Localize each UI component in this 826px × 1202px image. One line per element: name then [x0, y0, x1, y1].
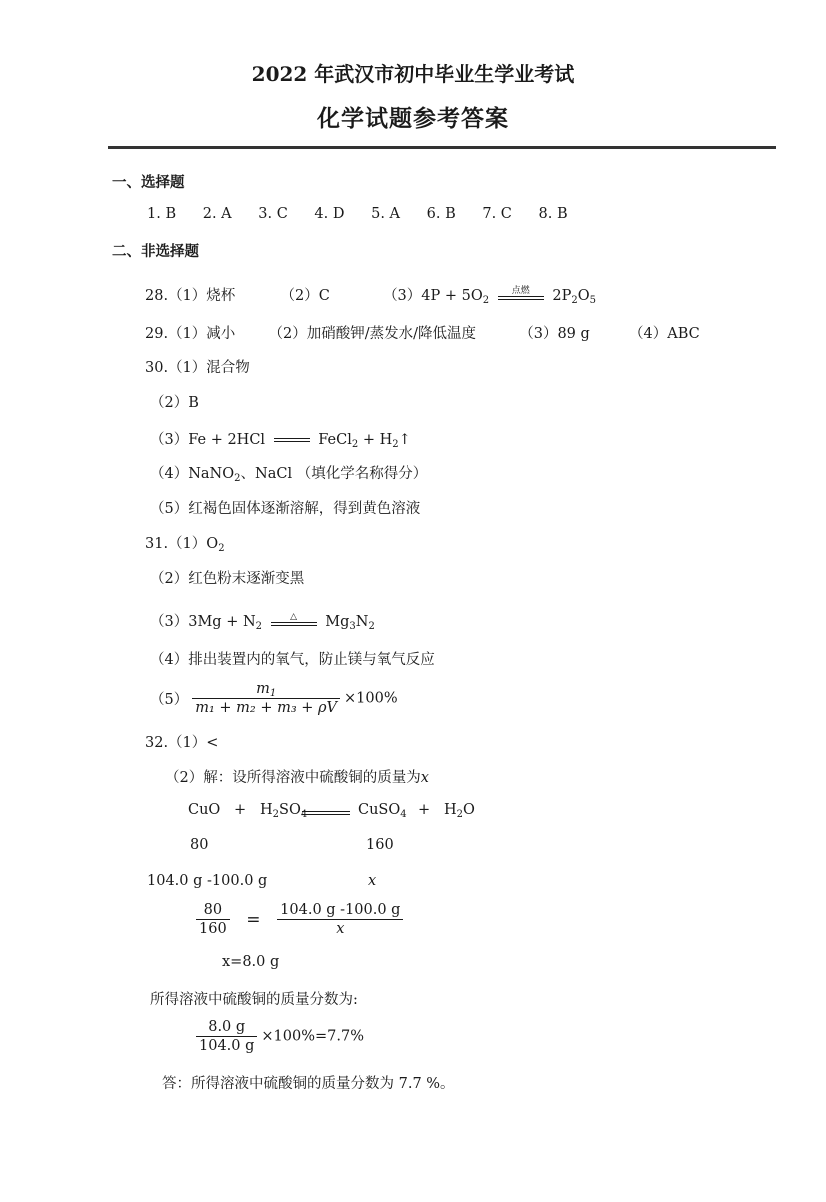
q29-part1: 29.（1）减小 [145, 326, 236, 342]
ratio-left: $\frac{80}{160}$ [196, 902, 230, 937]
q30-part5: （5）红褐色固体逐渐溶解，得到黄色溶液 [150, 501, 421, 517]
q32-proportion: $\frac{80}{160}$ = $\frac{104.0 g -100.0 g}{x}$ [192, 902, 407, 937]
exam-title: 2022 年武汉市初中毕业生学业考试 [251, 62, 575, 86]
q32-equation-h2so4: $H_2SO_4$ [260, 802, 308, 820]
q29-part2: （2）加硝酸钾/蒸发水/降低温度 [268, 326, 477, 342]
equals-sign [274, 438, 310, 442]
reaction-condition-arrow: 点燃 [498, 286, 544, 300]
heat-condition-arrow: △ [271, 612, 317, 626]
gas-arrow-icon: ↑ [398, 432, 411, 448]
choice-answer: 7. C [482, 206, 512, 222]
q28-part1: （1）烧杯 [168, 288, 236, 304]
ratio-right: $\frac{104.0 g -100.0 g}{x}$ [277, 902, 403, 937]
choice-answer: 4. D [314, 206, 345, 222]
q32-molar-mass-cuo: 80 [190, 837, 209, 853]
q32-mass-cuo: 104.0 g -100.0 g [147, 873, 268, 889]
q32-fraction-calc: $\frac{8.0 g}{104.0 g}$ ×100%=7.7% [196, 1019, 364, 1054]
choice-answer: 6. B [426, 206, 456, 222]
q32-equation-h2o: $H_2O$ [444, 802, 475, 820]
q30-part1: 30.（1）混合物 [145, 360, 250, 376]
choice-answer: 5. A [371, 206, 401, 222]
q30-part2: （2）B [150, 395, 199, 411]
choice-answer: 8. B [538, 206, 568, 222]
mass-fraction: $\frac{8.0 g}{104.0 g}$ [196, 1019, 257, 1054]
q31-part1: $31.(1)O_2$ [145, 536, 225, 554]
q29-part4: （4）ABC [629, 326, 700, 342]
q32-result: x=8.0 g [222, 954, 280, 970]
choice-answer: 2. A [202, 206, 232, 222]
section-heading-choice: 一、选择题 [112, 174, 185, 191]
q32-equation-cuo: CuO [188, 802, 221, 818]
q29-line [145, 322, 700, 343]
q32-fraction-label: 所得溶液中硫酸铜的质量分数为: [150, 992, 358, 1008]
q32-final-answer: 答：所得溶液中硫酸铜的质量分数为 7.7 %。 [162, 1076, 455, 1092]
q32-mass-cuso4: x [368, 873, 377, 889]
q30-part4: （4）NaNO$_2$、NaCl （填化学名称得分） [150, 466, 428, 484]
section-heading-nonchoice: 二、非选择题 [112, 243, 199, 260]
q32-equation-cuso4: CuSO$_4$ [358, 802, 407, 820]
q31-part4: （4）排出装置内的氧气，防止镁与氧气反应 [150, 652, 435, 668]
q28-line [145, 284, 596, 305]
title-divider [108, 146, 776, 149]
choice-answer: 3. C [258, 206, 288, 222]
q30-part3: （3）Fe + 2HCl FeCl$_2$ + $H_2↑$ [150, 432, 411, 450]
q32-equation-plus: + [418, 802, 431, 818]
q31-part3: $(3)3Mg + N_2$ △ $Mg_3N_2$ [150, 612, 375, 632]
choice-answer: 1. B [147, 206, 177, 222]
equals-sign [302, 811, 350, 815]
mass-fraction-formula: $\frac{m_1}{\text{m₁ + m₂ + m₃ + ρV}}$ [192, 681, 340, 716]
q32-part1: 32.（1）< [145, 735, 219, 751]
q32-equation-plus: + [234, 802, 247, 818]
q31-part2: （2）红色粉末逐渐变黑 [150, 571, 305, 587]
q31-part5: （5） $\frac{m_1}{\text{m₁ + m₂ + m₃ + ρV}}$ ×100% [150, 681, 398, 716]
choice-answers [147, 206, 568, 222]
q28-number: 28. [145, 288, 169, 304]
q28-part2: （2）C [280, 288, 330, 304]
q29-part3: （3）89 g [519, 326, 590, 342]
q32-part2: （2）解：设所得溶液中硫酸铜的质量为x [165, 770, 429, 786]
answer-key-title: 化学试题参考答案 [317, 105, 509, 132]
q28-part3: $(3)4P + 5O_2$ 点燃 $2P_2O_5$ [383, 286, 596, 306]
q32-molar-mass-cuso4: 160 [366, 837, 394, 853]
